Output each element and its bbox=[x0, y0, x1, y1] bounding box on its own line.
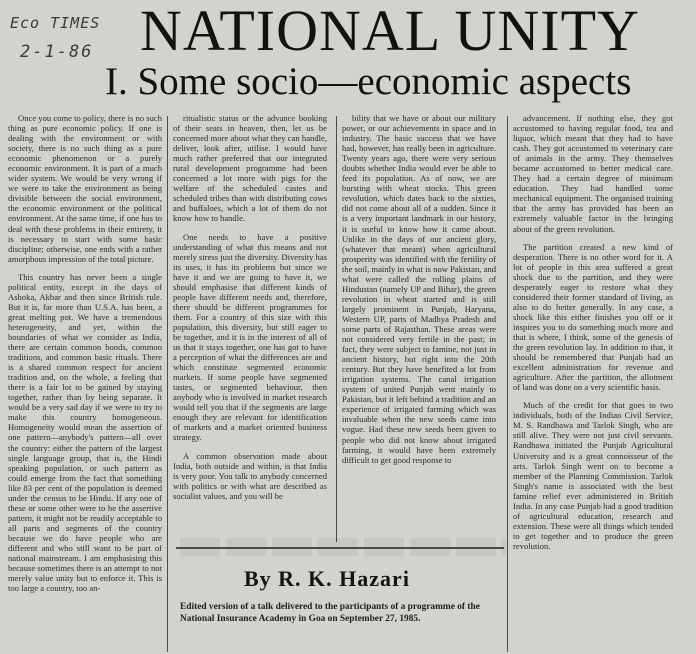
editor-note: Edited version of a talk delivered to the participants of a programme of the National Insurance Academy in Goa on September 27, 1985. bbox=[180, 602, 480, 624]
article-column-2 bbox=[173, 113, 327, 541]
column-1-paragraph: This country has never been a single political entity, except in the days of Ashoka, Akbar and then since British rule. But it is, far more than U.S.A. has been, a great melting pot. We have a tremendous heterogeneity, and yet, within the boundaries of what we consider as India, there are certain common bonds, common traditions, and common basic rituals. There is a shared common respect for ancient tradition and, on the whole, a feeling that there is a fair lot to be gained by staying together, rather than by being separate. It would be a very sad day if we were to try to make this country homogeneous. Homogeneity would mean the assertion of one pattern—anybody's pattern—all over the country: either the pattern of the largest single language group, that is, the Hindi speaking population, or such pattern as could emerge from the fact that something like 83 per cent of the population is deemed under the census to be Hindu. If any one of these or some other were to be the assertive pattern, it might not be readily acceptable to all parts and segments of the country because we do have people who are different and who still want to be part of national mainstream. I am emphasising this because sometimes there is an attempt to not merely value unity but to enforce it. This is too large a country, too an- bbox=[8, 271, 162, 594]
subheadline: I. Some socio—economic aspects bbox=[105, 60, 632, 103]
column-divider bbox=[167, 116, 168, 652]
column-2-paragraph: One needs to have a positive understanding of what this means and not merely stress just the diversity. Diversity has its uses, it has its problems but since we have it and we are going to have it, we should emphasise that different kinds of people have different needs and, therefore, there should be different programmes for them. For a country of this size with this population, this diversity, but still eager to be together, and it is in the interest of all of us that it stays together, one has got to have a perception of what the differences are and which constitute segmented economic markets. If some people have segmented tastes, or segmented behaviour, then anybody who is involved in market research would tell you that if the segments are large enough they are relevant for identification of markets and a market oriented business strategy. bbox=[173, 231, 327, 443]
handwritten-date: 2-1-86 bbox=[20, 42, 94, 62]
column-4-paragraph: advancement. If nothing else, they got accustomed to having regular food, tea and liquor, which meant that they had to have cash. They got accustomed to veterinary care of animals in the army. They themselves became accustomed to better medical care. They had a certain degree of minimum education. They had handled some mechanical equipment. The organised training that the army has provided has been an extremely valuable factor in the bringing about of the green revolution. bbox=[513, 113, 673, 234]
article-column-1 bbox=[8, 113, 162, 651]
article-column-4 bbox=[513, 113, 673, 653]
column-2-paragraph: A common observation made about India, both outside and within, is that India is very poor. You talk to anybody concerned with politics or with what are described as socialist values, and you will be bbox=[173, 450, 327, 501]
column-4-paragraph: The partition created a new kind of desperation. There is no other word for it. A lot of people in this area suffered a great shock due to the partition, and they were desperately eager to restore what they considered their former standard of living, as also to do better generally. In any case, a shock like this either finishes you off or it inspires you to do something much more and that is where, I think, some of the genesis of the green revolution lay. In addition to that, it should be remembered that Punjab had an excellent administration for revenue and agriculture. After the partition, the allotment of land was done on a very scientific basis. bbox=[513, 241, 673, 393]
article-column-3 bbox=[342, 113, 496, 541]
byline-rule bbox=[176, 547, 504, 549]
column-2-paragraph: ritualistic status or the advance booking of their seats in heaven, then, let us be concerned more about what they can handle, deliver, look after, utilise. I would have much rather preferred that our integrated rural development programme had been concerned a lot more with pigs for the welfare of the scheduled castes and scheduled tribes than with distributing cows and buffaloes, which a lot of them do not know how to handle. bbox=[173, 113, 327, 224]
column-1-paragraph: Once you come to policy, there is no such thing as pure economic policy. If one is dealing with the environment or with society, there is no such thing as a pure economic phenomenon or a purely economic environment. It is part of a much wider system. We would be very wrong if we were to take the environment as being divisible between the social environment, the economic environment or the political environment. At the same time, if one has to deal with these problems in their entirety, it is necessary to start with some basic discipline; otherwise, one ends with a rather amorphous impression of the total picture. bbox=[8, 113, 162, 264]
byline: By R. K. Hazari bbox=[244, 566, 410, 591]
column-3-paragraph: bility that we have or about our military power, or our achievements in space and in industry. The basic success that we have had, however, has really been in agriculture. Twenty years ago, there were very serious doubts whether India would ever be able to feed its population. As of now, we are bursting with wheat stocks. This green revolution, which dates back to the sixties, did not come about all of a sudden. Since it is a very important landmark in our history, it is useful to know how it came about. Unlike in the days of our ancient glory, (whatever that meant) when agricultural prosperity was identified with the fertility of the soil, mainly in what is now Pakistan, and what were called the rolling plains of Hindustan (namely UP and Bihar), the green revolution in wheat started and is still largely prominent in Punjab, Haryana, Western UP, parts of Madhya Pradesh and some parts of Rajasthan. These areas were not considered very fertile in the past; in fact, they were subject to famine, not just in ancient history, but right into the 20th century. But they have benefited a lot from irrigation systems. The canal irrigation system of united Punjab went mainly to Pakistan, but it left behind a tradition and an experience of irrigated farming which was invaluable when the new seeds came into vogue. Had these new seeds been given to people who did not know about irrigated farming, it would have been extremely difficult to get good response to bbox=[342, 113, 496, 465]
column-divider bbox=[336, 116, 337, 542]
headline: NATIONAL UNITY bbox=[140, 0, 640, 63]
column-4-paragraph: Much of the credit for that goes to two individuals, both of the Indian Civil Service, M. S. Randhawa and Tarlok Singh, who are still alive. They were not just civil servants. Randhawa initiated the Punjab Agricultural University and is a great connoisseur of the arts. Tarlok Singh went on to become a member of the Planning Commission. Tarlok Singh's name is associated with the best famine relief ever administered in British India. In any case Punjab had a good tradition of agricultural education, research and extension. These were all things which tended to get together and to produce the green revolution. bbox=[513, 400, 673, 551]
handwritten-source: Eco TIMES bbox=[10, 14, 101, 32]
